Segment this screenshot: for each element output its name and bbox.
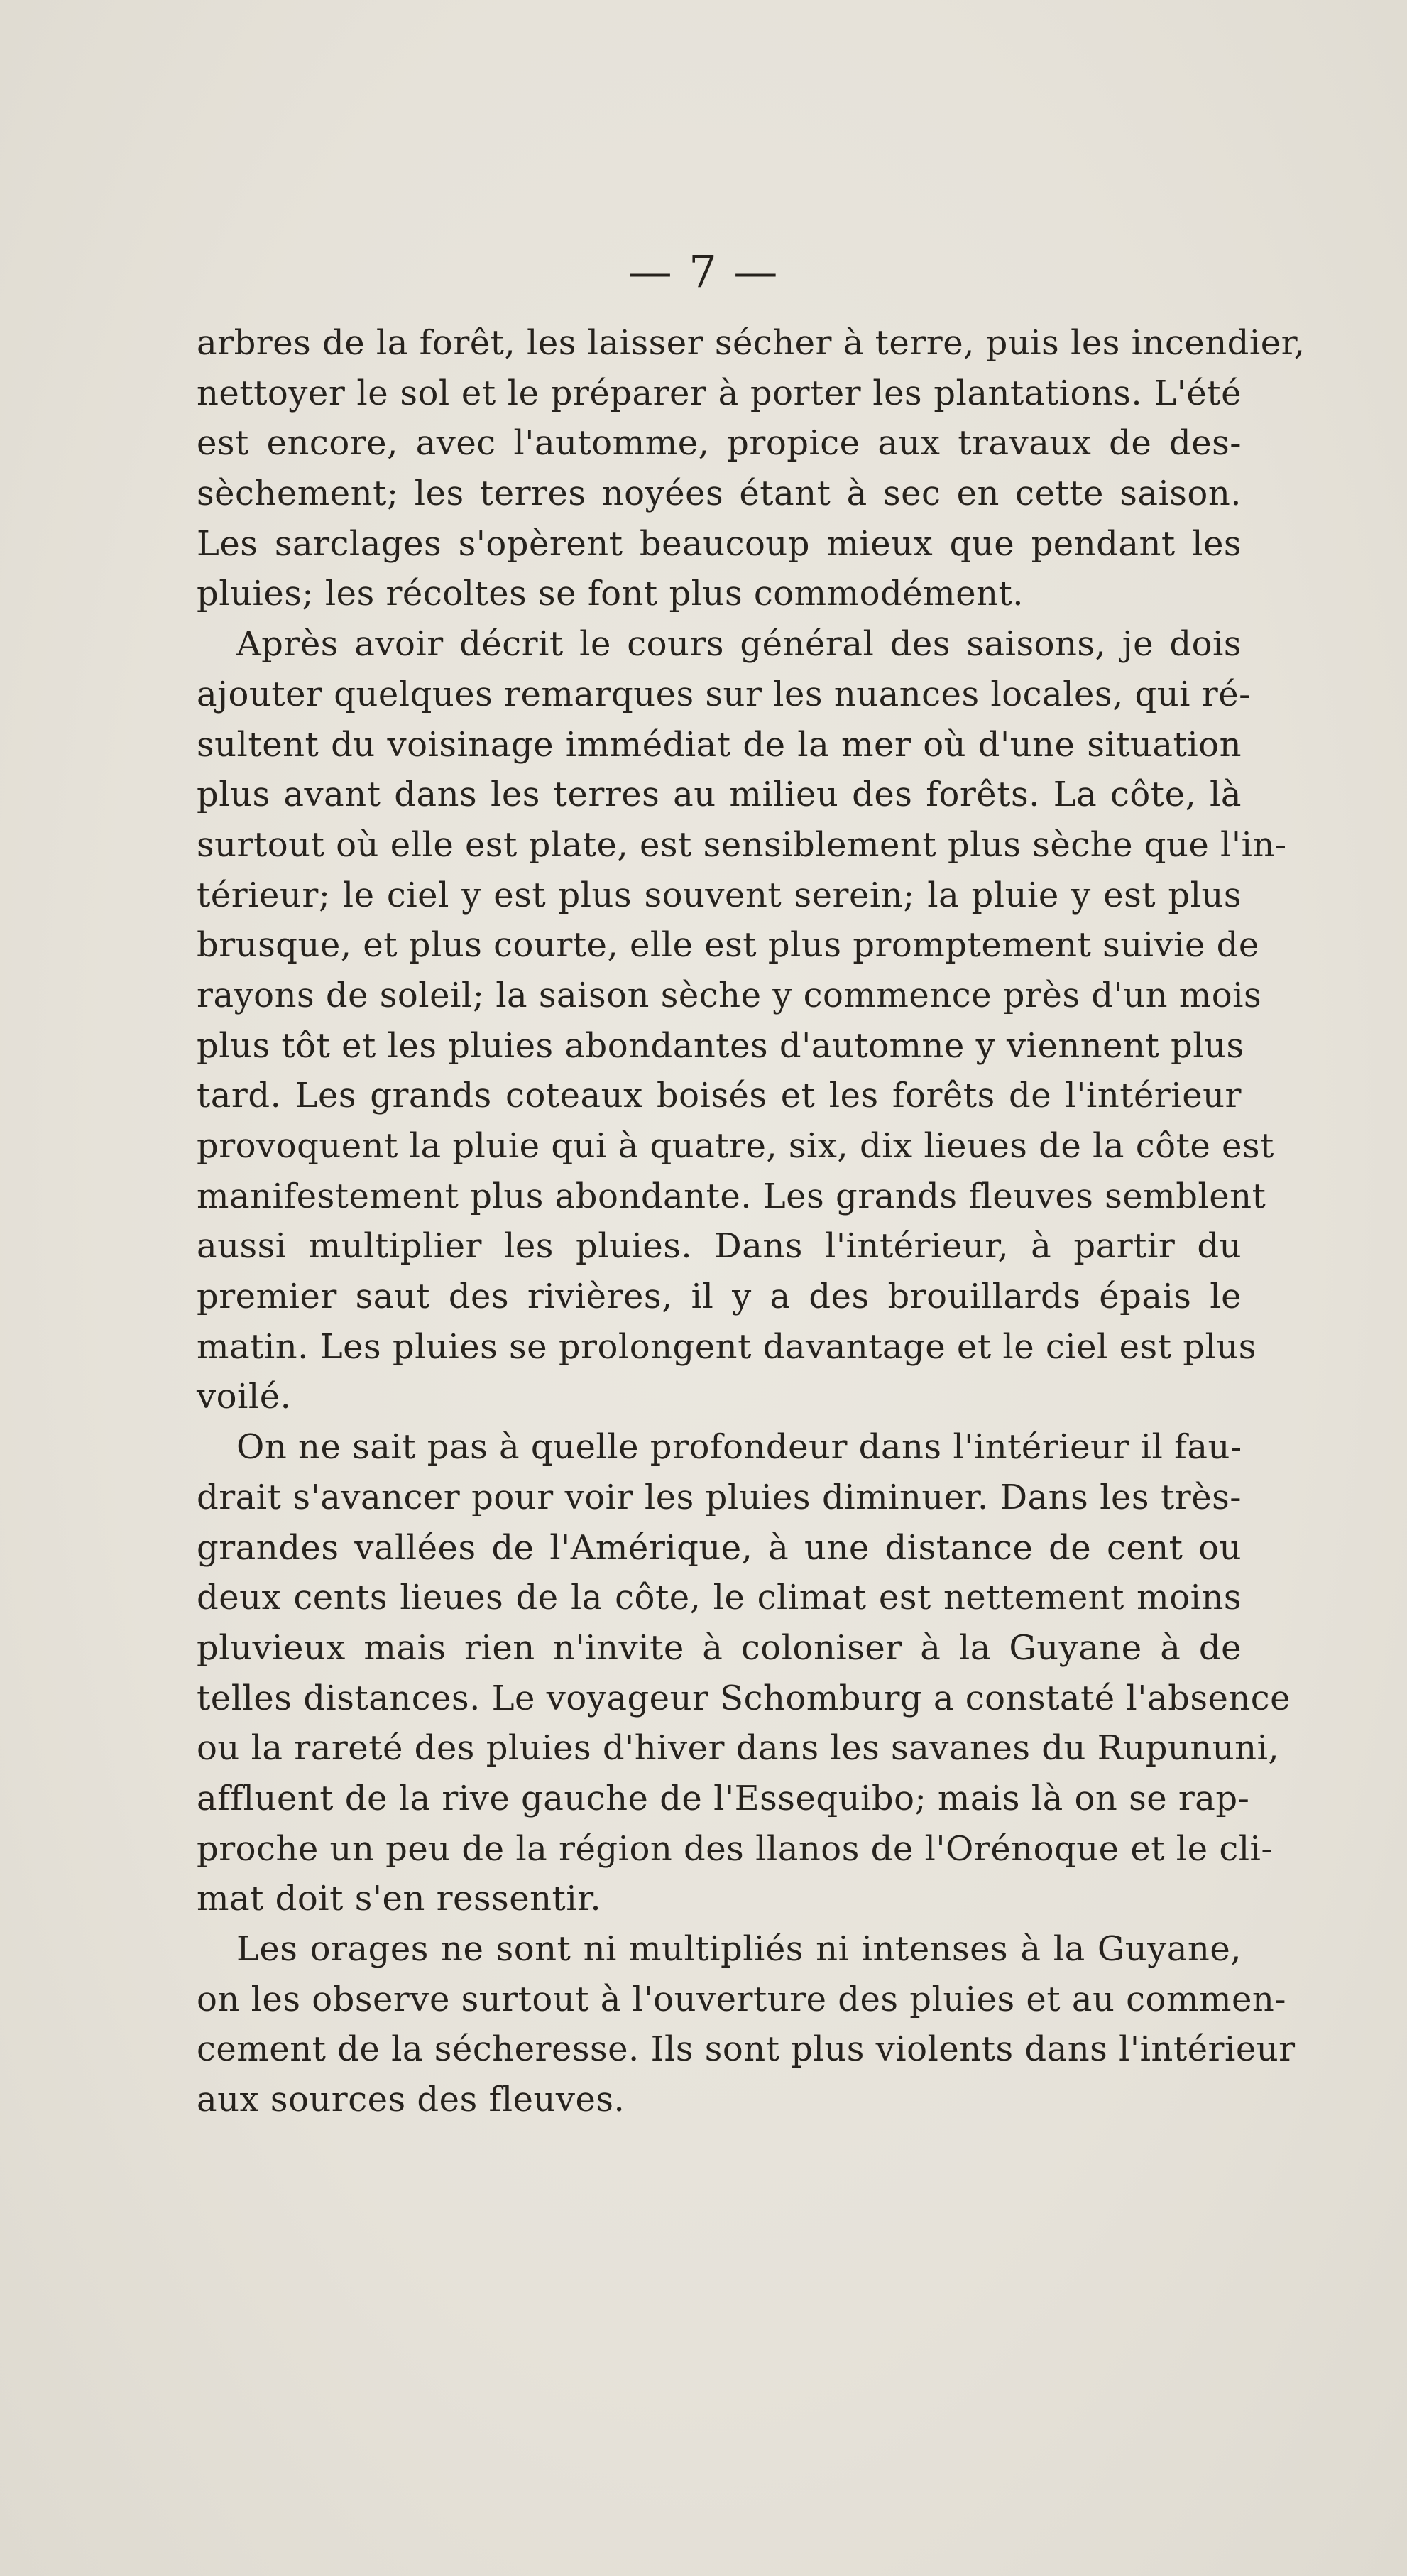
page-number: — 7 — [628,246,779,298]
text-line: On ne sait pas à quelle profondeur dans l'intérieur il fau- [236,1427,1242,1468]
text-line: manifestement plus abondante. Les grands fleuves semblent [197,1176,1266,1216]
text-line: surtout où elle est plate, est sensiblement plus sèche que l'in- [197,824,1287,865]
text-line: plus tôt et les pluies abondantes d'automne y viennent plus [197,1025,1244,1066]
text-line: premier saut des rivières, il y a des brouillards épais le [197,1277,1242,1317]
text-line: est encore, avec l'automme, propice aux travaux de des- [197,423,1242,464]
text-line: drait s'avancer pour voir les pluies diminuer. Dans les très- [197,1477,1242,1517]
text-line: Après avoir décrit le cours général des saisons, je dois [236,624,1242,665]
text-line: provoquent la pluie qui à quatre, six, dix lieues de la côte est [197,1126,1274,1166]
text-line: aux sources des fleuves. [197,2080,625,2120]
text-line: rayons de soleil; la saison sèche y commence près d'un mois [197,975,1262,1015]
text-line: térieur; le ciel y est plus souvent serein; la pluie y est plus [197,875,1242,915]
text-line: ajouter quelques remarques sur les nuances locales, qui ré- [197,674,1251,714]
text-line: ou la rareté des pluies d'hiver dans les savanes du Rupununi, [197,1728,1280,1769]
text-line: sultent du voisinage immédiat de la mer où d'une situation [197,724,1242,765]
text-line: telles distances. Le voyageur Schomburg a constaté l'absence [197,1678,1291,1718]
text-line: Les orages ne sont ni multipliés ni intenses à la Guyane, [236,1929,1242,1969]
text-line: proche un peu de la région des llanos de l'Orénoque et le cli- [197,1828,1274,1869]
text-line: tard. Les grands coteaux boisés et les forêts de l'intérieur [197,1076,1242,1116]
text-line: grandes vallées de l'Amérique, à une distance de cent ou [197,1527,1242,1568]
body-text [197,318,1305,2125]
text-line: brusque, et plus courte, elle est plus promptement suivie de [197,925,1259,966]
text-line: arbres de la forêt, les laisser sécher à terre, puis les incendier, [197,323,1305,363]
text-line: on les observe surtout à l'ouverture des pluies et au commen- [197,1979,1287,2019]
text-line: matin. Les pluies se prolongent davantage et le ciel est plus [197,1326,1257,1367]
text-line: sèchement; les terres noyées étant à sec en cette saison. [197,474,1242,514]
text-line: nettoyer le sol et le préparer à porter les plantations. L'été [197,373,1242,413]
text-line: plus avant dans les terres au milieu des forêts. La côte, là [197,775,1242,815]
text-line: pluvieux mais rien n'invite à coloniser à la Guyane à de [197,1627,1242,1668]
text-line: pluies; les récoltes se font plus commodément. [197,574,1024,614]
text-line: deux cents lieues de la côte, le climat est nettement moins [197,1578,1242,1618]
text-line: voilé. [197,1377,292,1417]
text-line: mat doit s'en ressentir. [197,1879,602,1919]
text-line: affluent de la rive gauche de l'Essequibo; mais là on se rap- [197,1778,1250,1818]
text-line: Les sarclages s'opèrent beaucoup mieux que pendant les [197,523,1242,564]
text-line: cement de la sécheresse. Ils sont plus violents dans l'intérieur [197,2029,1296,2070]
text-line: aussi multiplier les pluies. Dans l'intérieur, à partir du [197,1226,1242,1267]
